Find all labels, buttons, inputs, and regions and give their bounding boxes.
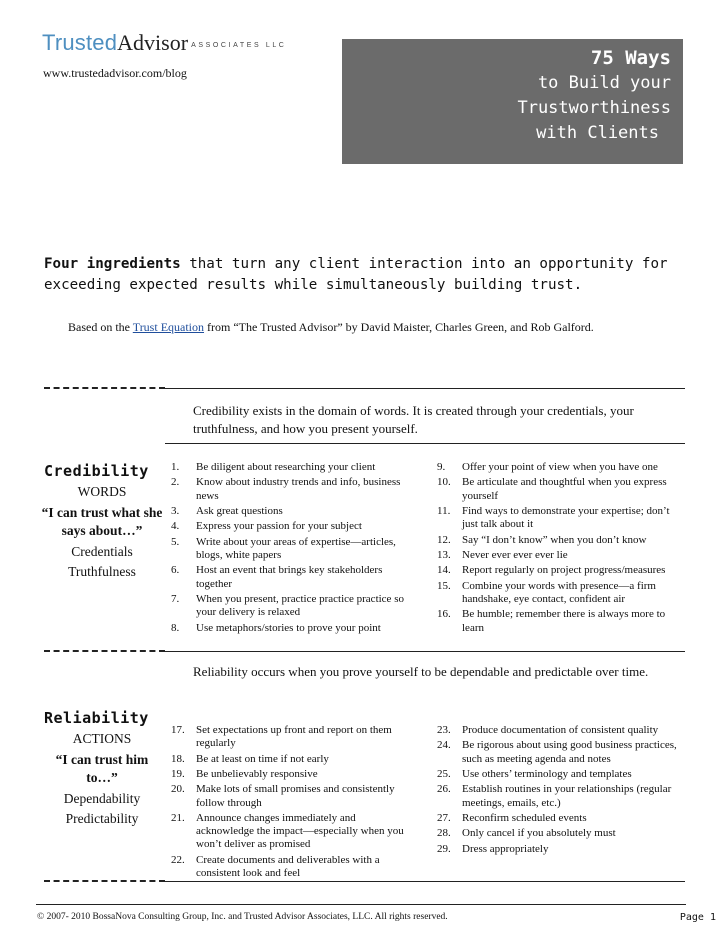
list-item <box>437 827 677 840</box>
logo-associates: ASSOCIATES LLC <box>191 42 287 49</box>
list-item-number: 23. <box>437 724 451 736</box>
list-item-number: 19. <box>171 767 185 780</box>
list-item-text: Set expectations up front and report on them regularly <box>196 724 392 750</box>
list-item-text: Know about industry trends and info, business news <box>196 476 401 502</box>
credibility-attr-1: Credentials <box>71 544 133 559</box>
credibility-list-left <box>171 461 411 637</box>
list-item-text: Be articulate and thoughtful when you express yourself <box>462 476 667 502</box>
list-item-number: 13. <box>437 548 451 561</box>
list-item-text: Create documents and deliverables with a consistent look and feel <box>196 853 380 879</box>
list-item-number: 21. <box>171 811 185 824</box>
list-item <box>171 505 411 518</box>
divider-dashed <box>44 387 165 389</box>
list-item <box>437 783 677 809</box>
list-item-number: 1. <box>171 461 180 473</box>
list-item-text: Never ever ever ever lie <box>462 548 568 561</box>
logo-advisor: Advisor <box>117 30 189 55</box>
reliability-attr-1: Dependability <box>63 791 141 806</box>
logo-trusted: Trusted <box>42 30 118 55</box>
list-item-number: 6. <box>171 564 180 577</box>
list-item <box>437 580 677 606</box>
divider-dashed <box>44 880 165 882</box>
logo <box>42 30 286 59</box>
list-item-number: 11. <box>437 504 451 517</box>
list-item-text: Report regularly on project progress/measures <box>462 564 666 577</box>
footer-copyright: © 2007- 2010 BossaNova Consulting Group, Inc. and Trusted Advisor Associates, LLC. All rights reserved. <box>37 912 448 922</box>
list-item-number: 28. <box>437 827 451 840</box>
list-item-text: Use others’ terminology and templates <box>462 767 632 780</box>
list-item-number: 18. <box>171 752 185 765</box>
based-on-prefix: Based on the <box>68 320 133 334</box>
list-item-text: Say “I don’t know” when you don’t know <box>462 533 647 546</box>
intro-text: that turn any client interaction into an opportunity for exceeding expected results while simultaneously building trust. <box>44 256 668 293</box>
list-item-text: Express your passion for your subject <box>196 520 362 533</box>
title-box <box>342 39 683 164</box>
list-item-number: 17. <box>171 724 185 736</box>
credibility-list-right <box>437 461 677 637</box>
list-item <box>171 536 411 562</box>
reliability-list-right <box>437 724 677 858</box>
list-item-number: 24. <box>437 739 451 752</box>
list-item-text: Be rigorous about using good business practices, such as meeting agenda and notes <box>462 739 677 765</box>
list-item <box>437 608 677 634</box>
list-item <box>437 505 677 531</box>
list-item <box>171 520 411 533</box>
title-line-2: to Build your <box>537 73 671 93</box>
list-item-text: Write about your areas of expertise—articles, blogs, white papers <box>196 535 396 561</box>
reliability-attr-2: Predictability <box>65 811 139 826</box>
list-item-text: Only cancel if you absolutely must <box>462 827 616 840</box>
credibility-category: Credibility <box>44 462 149 480</box>
list-item-text: Establish routines in your relationships (regular meetings, emails, etc.) <box>462 783 672 809</box>
footer-rule <box>36 904 686 905</box>
list-item-text: Reconfirm scheduled events <box>462 811 587 824</box>
list-item <box>437 549 677 562</box>
list-item-text: Offer your point of view when you have one <box>462 461 658 473</box>
list-item-text: Produce documentation of consistent quality <box>462 724 659 736</box>
reliability-description: Reliability occurs when you prove yourself to be dependable and predictable over time. <box>193 664 649 679</box>
title-line-4: with Clients <box>536 123 659 143</box>
list-item <box>171 622 411 635</box>
divider-line <box>165 388 685 389</box>
list-item-number: 22. <box>171 853 185 866</box>
list-item-number: 20. <box>171 783 185 796</box>
list-item-text: Be unbelievably responsive <box>196 767 318 780</box>
list-item-text: Make lots of small promises and consistently follow through <box>196 783 395 809</box>
list-item-text: Find ways to demonstrate your expertise; don’t just talk about it <box>462 504 670 531</box>
list-item-number: 14. <box>437 564 451 577</box>
title-line-1: 75 Ways <box>590 47 671 69</box>
list-item <box>437 534 677 547</box>
list-item-number: 27. <box>437 811 451 824</box>
list-item <box>437 843 677 856</box>
list-item-number: 5. <box>171 535 180 548</box>
list-item <box>171 812 414 852</box>
based-on-suffix: from “The Trusted Advisor” by David Maister, Charles Green, and Rob Galford. <box>204 320 594 334</box>
list-item <box>437 476 677 502</box>
list-item <box>437 724 677 737</box>
credibility-domain: WORDS <box>77 484 127 499</box>
list-item-text: Be diligent about researching your client <box>196 461 376 473</box>
list-item-number: 9. <box>437 461 446 473</box>
list-item-text: Use metaphors/stories to prove your point <box>196 621 381 634</box>
list-item <box>171 564 411 590</box>
divider-line <box>165 443 685 444</box>
divider-dashed <box>44 650 165 652</box>
list-item-number: 4. <box>171 520 180 533</box>
reliability-domain: ACTIONS <box>72 731 132 746</box>
list-item <box>437 768 677 781</box>
list-item-number: 3. <box>171 504 180 517</box>
list-item <box>171 476 411 502</box>
list-item <box>171 768 414 781</box>
list-item <box>171 724 414 750</box>
list-item-text: Combine your words with presence—a firm handshake, eye contact, confident air <box>462 579 656 605</box>
list-item-number: 29. <box>437 842 451 855</box>
list-item-number: 8. <box>171 621 180 634</box>
reliability-sidebar <box>38 709 166 828</box>
list-item-number: 25. <box>437 767 451 780</box>
divider-line <box>165 881 685 882</box>
list-item <box>437 812 677 825</box>
credibility-quote: “I can trust what she says about…” <box>41 505 163 538</box>
reliability-category: Reliability <box>44 709 149 727</box>
trust-equation-link[interactable]: Trust Equation <box>132 320 205 334</box>
list-item <box>437 739 677 765</box>
divider-line <box>165 651 685 652</box>
list-item-text: Dress appropriately <box>462 842 549 855</box>
credibility-sidebar <box>38 462 166 581</box>
list-item-number: 10. <box>437 476 451 489</box>
list-item-number: 26. <box>437 783 451 796</box>
list-item-text: Be humble; remember there is always more to learn <box>462 608 666 634</box>
page-number: Page 1 <box>679 912 716 923</box>
list-item <box>171 783 414 809</box>
intro-heading <box>44 254 684 296</box>
list-item-number: 7. <box>171 592 180 605</box>
list-item-number: 15. <box>437 579 451 592</box>
list-item-text: When you present, practice practice practice so your delivery is relaxed <box>196 592 404 619</box>
title-line-3: Trustworthiness <box>517 98 671 118</box>
based-on-line <box>68 320 594 335</box>
credibility-description: Credibility exists in the domain of words. It is created through your credentials, your truthfulness, and how you present yourself. <box>193 403 634 436</box>
list-item-text: Host an event that brings key stakeholders together <box>196 564 383 590</box>
blog-url[interactable]: www.trustedadvisor.com/blog <box>43 66 187 80</box>
list-item-number: 2. <box>171 476 180 489</box>
list-item-number: 16. <box>437 608 451 621</box>
list-item <box>171 461 411 474</box>
list-item <box>171 593 411 619</box>
list-item-number: 12. <box>437 533 451 546</box>
list-item <box>171 854 414 880</box>
list-item <box>171 753 414 766</box>
credibility-attr-2: Truthfulness <box>68 564 136 579</box>
reliability-quote: “I can trust him to…” <box>55 752 149 785</box>
list-item-text: Be at least on time if not early <box>196 752 329 765</box>
list-item-text: Ask great questions <box>196 504 283 517</box>
list-item <box>437 564 677 577</box>
list-item-text: Announce changes immediately and acknowledge the impact—especially when you won’t deliver as promised <box>196 811 404 851</box>
reliability-list-left <box>171 724 414 882</box>
list-item <box>437 461 677 474</box>
intro-bold: Four ingredients <box>44 256 181 272</box>
